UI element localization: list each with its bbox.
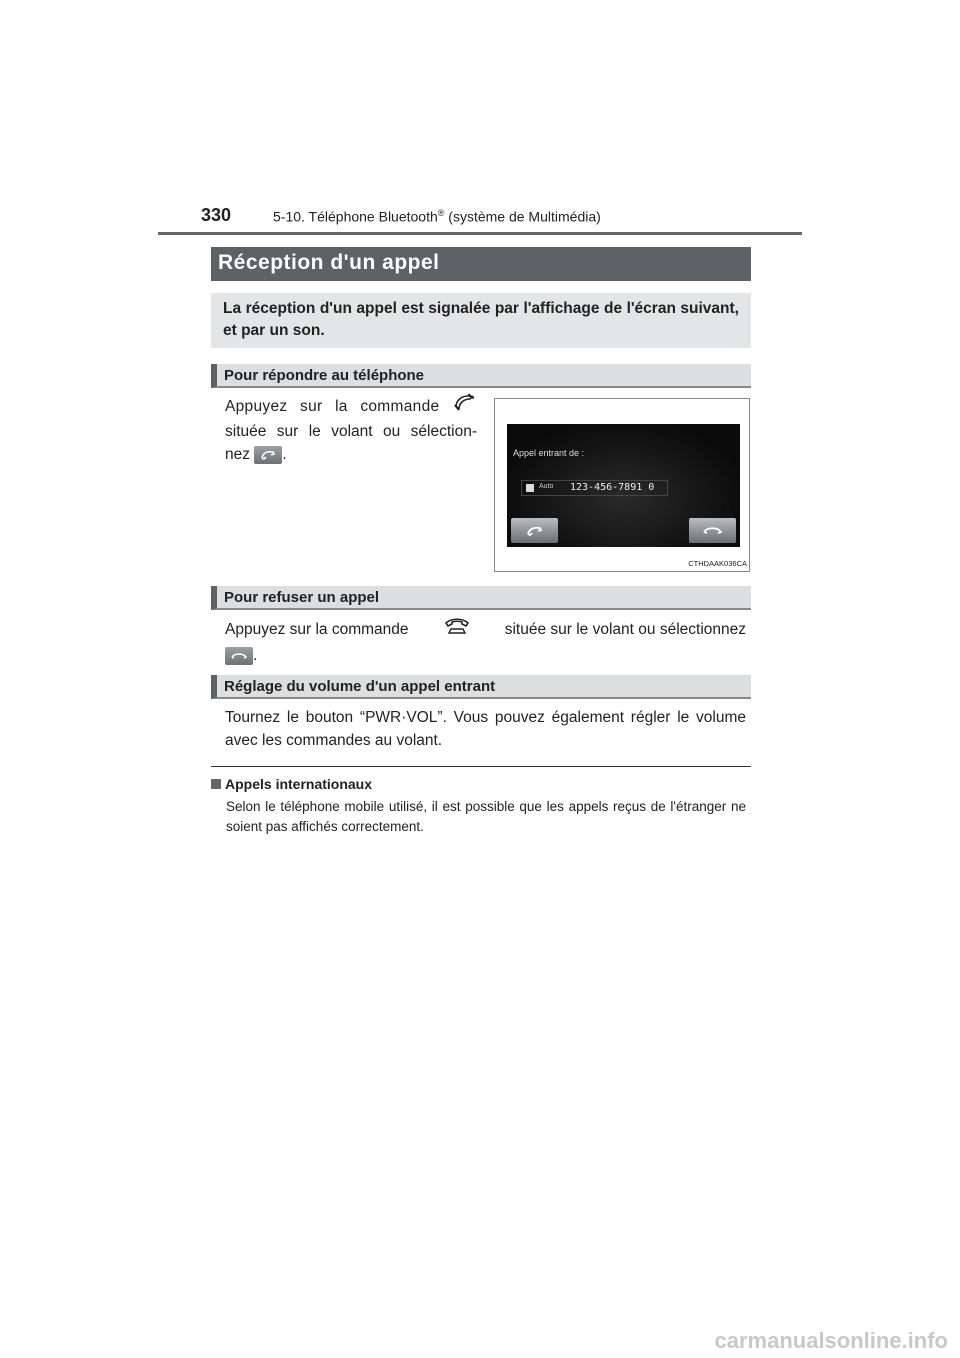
watermark: carmanualsonline.info — [714, 1328, 948, 1353]
section-name: 5-10. Téléphone Bluetooth — [273, 208, 438, 225]
square-bullet-icon — [211, 779, 221, 789]
decline-button-icon — [225, 647, 253, 665]
note-divider — [211, 766, 751, 767]
intro-text: La réception d'un appel est signalée par l'affichage de l'écran suivant, et par un son. — [223, 300, 739, 339]
caller-checkbox-icon — [526, 484, 534, 492]
refuse-line-1: Appuyez sur la commande — [225, 621, 409, 638]
header-rule — [158, 232, 802, 235]
note-heading: Appels internationaux — [225, 776, 373, 792]
volume-heading-bar — [211, 675, 751, 699]
section-title — [273, 208, 601, 225]
answer-heading-bar — [211, 364, 751, 388]
display-screen — [507, 424, 740, 547]
note-heading-row — [211, 776, 372, 792]
note-text: Selon le téléphone mobile utilisé, il est possible que les appels reçus de l'étranger ne soient pas affichés correctement. — [226, 799, 746, 834]
answer-line-2: située sur le volant ou sélection- — [225, 423, 477, 440]
refuse-instructions — [225, 617, 746, 667]
refuse-heading: Pour refuser un appel — [224, 589, 380, 606]
page-number: 330 — [201, 205, 232, 225]
refuse-line-2-end: . — [253, 647, 258, 664]
refuse-heading-bar — [211, 586, 751, 610]
answer-instructions — [225, 393, 477, 466]
caller-number: 123-456-7891 0 — [570, 482, 655, 493]
page-title-bar — [211, 247, 751, 281]
answer-line-1: Appuyez sur la commande — [225, 398, 440, 415]
caller-label: Auto — [539, 483, 554, 490]
answer-button-icon — [254, 446, 282, 464]
screen-answer-button[interactable] — [511, 518, 558, 543]
volume-text: Tournez le bouton “PWR·VOL”. Vous pouvez également régler le volume avec les commandes au volant. — [225, 709, 746, 749]
screen-title: Appel entrant de : — [513, 448, 585, 458]
screen-decline-button[interactable] — [689, 518, 736, 543]
page-title: Réception d'un appel — [218, 251, 440, 274]
answer-heading: Pour répondre au téléphone — [224, 367, 425, 384]
refuse-line-1-end: située sur le volant ou sélectionnez — [504, 621, 746, 638]
registered-mark: ® — [437, 208, 445, 218]
intro-box — [211, 293, 751, 348]
phone-off-hook-icon — [453, 393, 477, 420]
volume-heading: Réglage du volume d'un appel entrant — [224, 678, 496, 695]
caller-row — [521, 480, 668, 496]
incoming-call-figure — [494, 398, 750, 572]
section-suffix: (système de Multimédia) — [444, 208, 601, 225]
figure-code: CTHDAAK036CA — [688, 559, 747, 568]
phone-on-hook-icon — [443, 617, 471, 642]
answer-line-3: nez — [225, 446, 250, 463]
answer-line-3-end: . — [282, 446, 287, 463]
